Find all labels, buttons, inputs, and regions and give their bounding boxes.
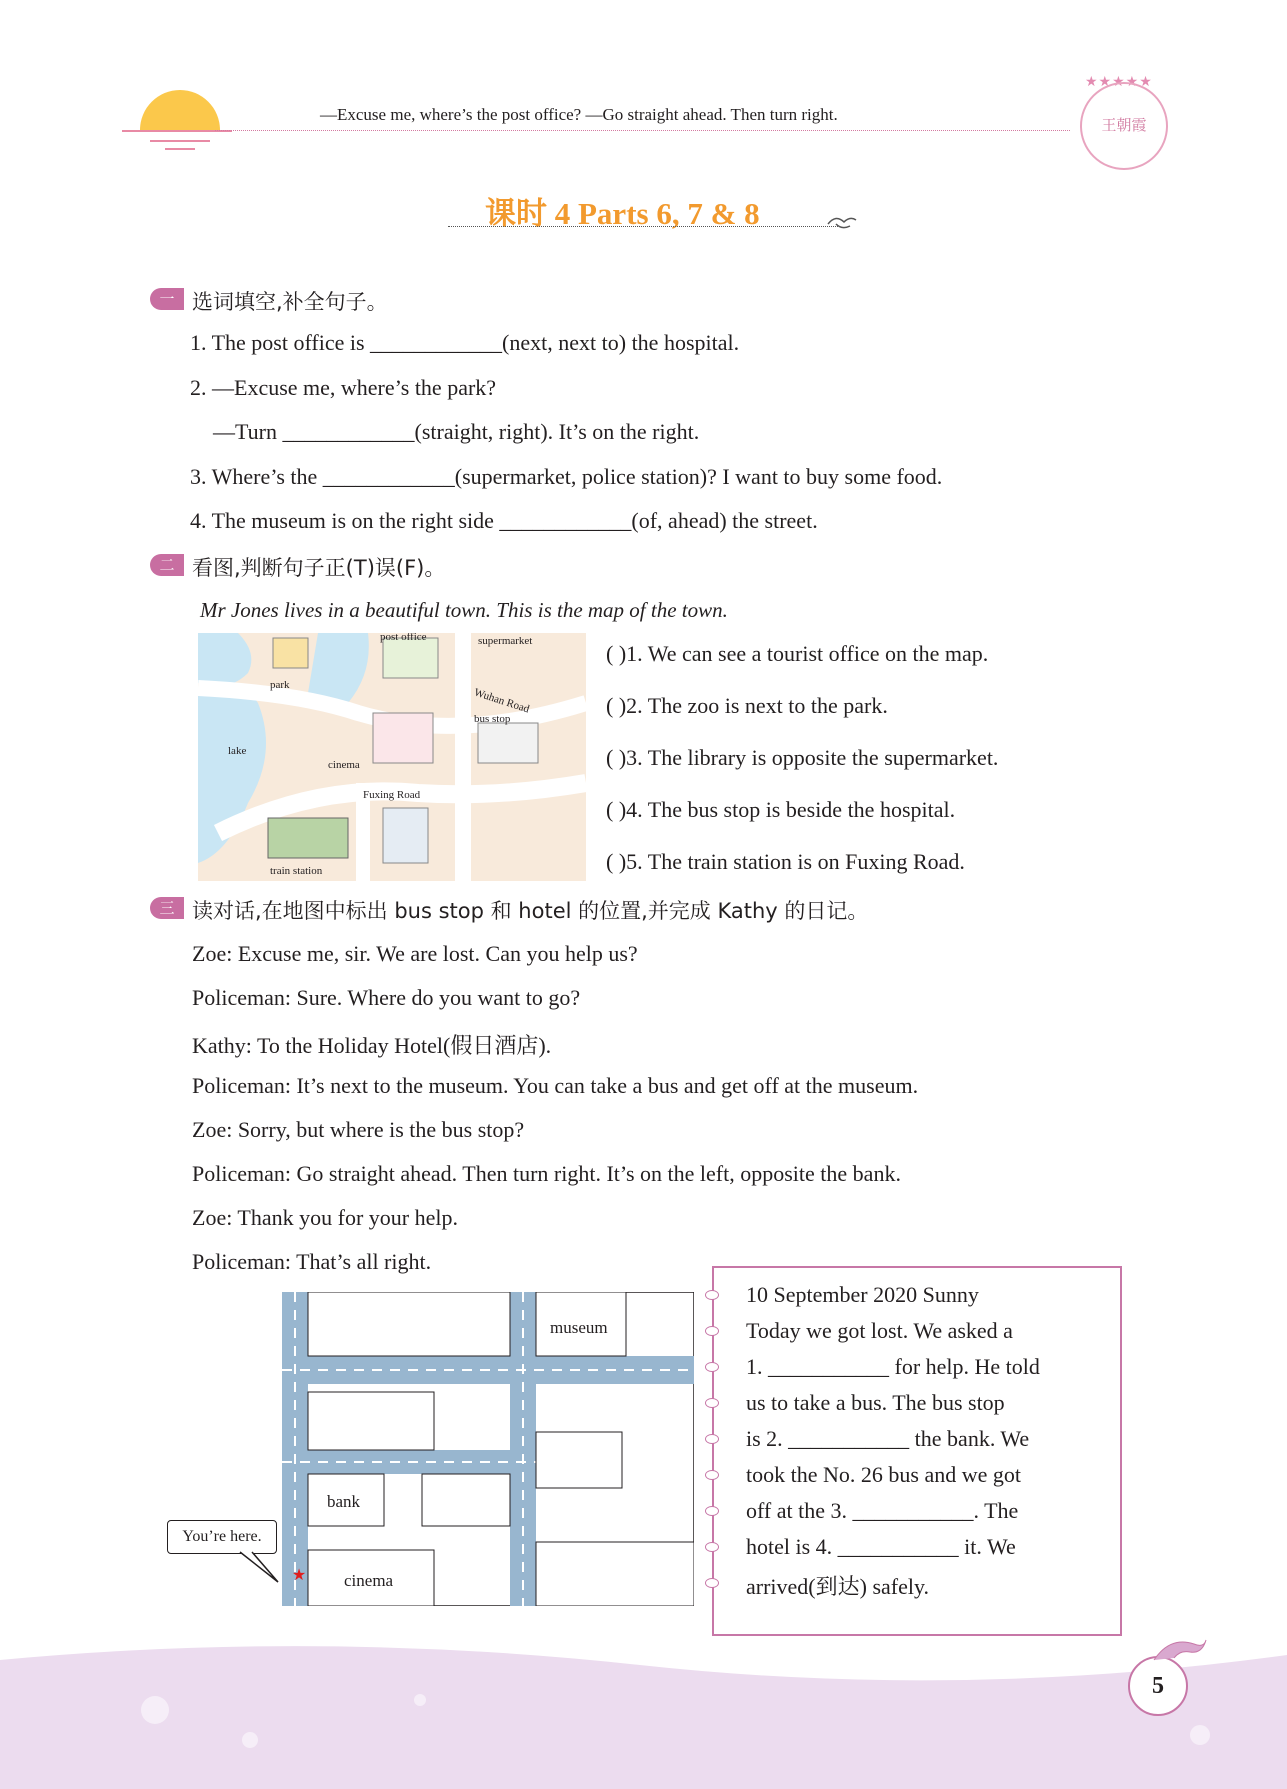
map-label-cinema: cinema xyxy=(344,1571,394,1590)
block xyxy=(536,1432,622,1488)
binder-ring-icon xyxy=(705,1290,719,1300)
road-vertical-mid xyxy=(510,1292,536,1606)
callout-pointer xyxy=(230,1550,300,1590)
block xyxy=(536,1542,694,1606)
bird-icon xyxy=(826,212,860,234)
section-title: 选词填空,补全句子。 xyxy=(192,290,388,314)
section-title: 读对话,在地图中标出 bus stop 和 hotel 的位置,并完成 Kathy 的日记。 xyxy=(192,899,869,923)
binder-ring-icon xyxy=(705,1398,719,1408)
exercise-line: 2. —Excuse me, where’s the park? xyxy=(190,375,497,400)
section-badge: 二 xyxy=(150,554,184,576)
bus-stop-building xyxy=(478,723,538,763)
map-label: lake xyxy=(228,745,247,757)
binder-ring-icon xyxy=(705,1362,719,1372)
dialogue-line: Kathy: To the Holiday Hotel(假日酒店). xyxy=(192,1033,552,1058)
diary-line: hotel is 4. ___________ it. We xyxy=(746,1534,1016,1559)
title-divider xyxy=(448,226,838,227)
map-label: post office xyxy=(380,633,427,643)
sun-line-decoration xyxy=(165,148,195,150)
dialogue-line: Policeman: Go straight ahead. Then turn right. It’s on the left, opposite the bank. xyxy=(192,1161,901,1186)
section-title: 看图,判断句子正(T)误(F)。 xyxy=(192,556,446,580)
street-map xyxy=(282,1292,694,1606)
header-text: —Excuse me, where’s the post office? —Go straight ahead. Then turn right. xyxy=(320,105,838,124)
header-divider xyxy=(215,130,1070,131)
dialogue-line: Zoe: Sorry, but where is the bus stop? xyxy=(192,1117,525,1142)
diary-line: arrived(到达) safely. xyxy=(746,1574,930,1599)
diary-line: took the No. 26 bus and we got xyxy=(746,1462,1021,1487)
binder-ring-icon xyxy=(705,1470,719,1480)
park-pavilion xyxy=(273,638,308,668)
section-badge: 一 xyxy=(150,288,184,310)
diary-line: 1. ___________ for help. He told xyxy=(746,1354,1040,1379)
block xyxy=(422,1474,510,1526)
diary-line: us to take a bus. The bus stop xyxy=(746,1390,1005,1415)
map-label: bus stop xyxy=(474,713,511,725)
dolphin-icon xyxy=(1150,1636,1210,1666)
block xyxy=(308,1292,510,1356)
binder-ring-icon xyxy=(705,1326,719,1336)
map-label: supermarket xyxy=(478,635,533,647)
statement-line: ( )1. We can see a tourist office on the map. xyxy=(606,641,989,666)
exercise-line: —Turn ____________(straight, right). It’s on the right. xyxy=(213,419,700,444)
brand-logo: 王朝霞 xyxy=(1080,82,1168,170)
stars-icon: ★★★★★ xyxy=(1085,75,1153,90)
page-number: 5 xyxy=(1128,1656,1188,1716)
town-map xyxy=(198,633,586,881)
exercise-line: 3. Where’s the ____________(supermarket, police station)? I want to buy some food. xyxy=(190,464,943,489)
map-intro: Mr Jones lives in a beautiful town. This is the map of the town. xyxy=(200,598,728,622)
street-map-drawing xyxy=(282,1292,694,1606)
map-label: train station xyxy=(270,865,323,877)
you-are-here-callout: You’re here. xyxy=(167,1520,277,1554)
fuxing-building xyxy=(383,808,428,863)
exercise-line: 1. The post office is ____________(next, next to) the hospital. xyxy=(190,330,740,355)
statement-line: ( )3. The library is opposite the supermarket. xyxy=(606,745,999,770)
star-icon: ★ xyxy=(291,1567,307,1584)
dialogue-line: Policeman: It’s next to the museum. You can take a bus and get off at the museum. xyxy=(192,1073,919,1098)
diary-line: 10 September 2020 Sunny xyxy=(746,1282,979,1307)
statement-line: ( )4. The bus stop is beside the hospital. xyxy=(606,797,956,822)
diary-line: Today we got lost. We asked a xyxy=(746,1318,1013,1343)
map-label: Wuhan Road xyxy=(472,686,531,716)
map-label-museum: museum xyxy=(550,1318,608,1337)
block xyxy=(308,1392,434,1450)
exercise-line: 4. The museum is on the right side ____________(of, ahead) the street. xyxy=(190,508,818,533)
statement-line: ( )2. The zoo is next to the park. xyxy=(606,693,888,718)
map-label: cinema xyxy=(328,759,360,771)
lake-shape xyxy=(198,633,251,686)
map-label: Fuxing Road xyxy=(363,789,421,801)
dialogue-line: Zoe: Excuse me, sir. We are lost. Can you help us? xyxy=(192,941,638,966)
lesson-title: 课时 4 Parts 6, 7 & 8 xyxy=(485,196,760,231)
diary-line: is 2. ___________ the bank. We xyxy=(746,1426,1030,1451)
diary-line: off at the 3. ___________. The xyxy=(746,1498,1019,1523)
binder-ring-icon xyxy=(705,1578,719,1588)
binder-ring-icon xyxy=(705,1506,719,1516)
footer-wave xyxy=(0,1640,1287,1789)
diary-card xyxy=(712,1266,1122,1636)
section-badge: 三 xyxy=(150,897,184,919)
town-map-drawing xyxy=(198,633,586,881)
train-icon xyxy=(268,818,348,858)
map-label-bank: bank xyxy=(327,1492,361,1511)
cinema-building xyxy=(373,713,433,763)
map-label: park xyxy=(270,679,290,691)
dialogue-line: Zoe: Thank you for your help. xyxy=(192,1205,458,1230)
binder-ring-icon xyxy=(705,1434,719,1444)
dialogue-line: Policeman: Sure. Where do you want to go? xyxy=(192,985,581,1010)
statement-line: ( )5. The train station is on Fuxing Road. xyxy=(606,849,965,874)
lake-shape xyxy=(198,685,266,863)
post-office-building xyxy=(383,638,438,678)
sun-line-decoration xyxy=(150,140,210,142)
binder-ring-icon xyxy=(705,1542,719,1552)
dialogue-line: Policeman: That’s all right. xyxy=(192,1249,432,1274)
sun-decoration xyxy=(140,90,220,130)
